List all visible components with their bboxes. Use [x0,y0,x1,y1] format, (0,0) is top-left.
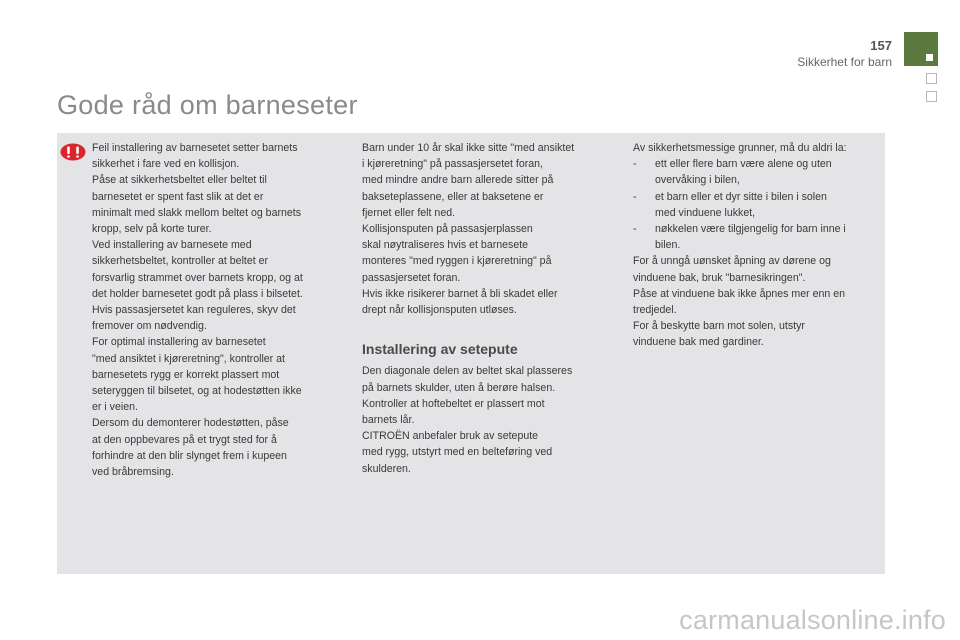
text-line: Av sikkerhetsmessige grunner, må du aldri la: [633,142,847,154]
text-line: barnesetets rygg er korrekt plassert mot [92,368,280,381]
text-line: sikkerhet i fare ved en kollisjon. [92,158,240,171]
text-line: nøkkelen være tilgjengelig for barn inne i [655,223,846,236]
text-line: i kjøreretning" på passasjersetet foran, [362,158,543,171]
text-line: ett eller flere barn være alene og uten [655,158,832,171]
text-line: med rygg, utstyrt med en belteføring ved [362,446,553,459]
column-airbag [362,140,612,477]
text-line: sikkerhetsbeltet, kontroller at beltet er [92,255,269,268]
text-line: barnets lår. [362,414,415,427]
content-panel [57,133,885,574]
text-line: fjernet eller felt ned. [362,206,456,219]
text-line: at den oppbevares på et trygt sted for å [92,433,277,446]
watermark: carmanualsonline.info [679,605,946,635]
text-line: Påse at sikkerhetsbeltet eller beltet til [92,174,267,187]
text-line: vinduene bak, bruk "barnesikringen". [633,271,806,284]
text-line: Feil installering av barnesetet setter barnets [92,142,298,154]
text-line: bakseteplassene, eller at baksetene er [362,190,544,203]
text-line: minimalt med slakk mellom beltet og barnets [92,206,302,219]
text-line: Ved installering av barnesete med [92,239,252,252]
text-line: For optimal installering av barnesetet [92,336,266,349]
text-line: drept når kollisjonsputen utløses. [362,304,517,317]
text-line: Kollisjonsputen på passasjerplassen [362,223,533,236]
text-line: Kontroller at hoftebeltet er plassert mot [362,397,545,410]
column-safety-rules [633,140,881,351]
text-line: et barn eller et dyr sitte i bilen i solen [655,190,827,203]
text-line: Påse at vinduene bak ikke åpnes mer enn en [633,287,846,300]
text-line: med vinduene lukket, [655,206,756,219]
text-line: skal nøytraliseres hvis et barnesete [362,239,529,252]
text-line: bilen. [655,239,681,252]
section-name: Sikkerhet for barn [797,55,892,69]
text-line: seteryggen til bilsetet, og at hodestøtten ikke [92,385,302,398]
text-line: Den diagonale delen av beltet skal plasseres [362,365,573,378]
text-line: Barn under 10 år skal ikke sitte "med ansiktet [362,142,575,154]
text-line: overvåking i bilen, [655,174,740,187]
list-dash: - [633,158,637,171]
text-line: det holder barnesetet godt på plass i bilsetet. [92,287,303,300]
text-line: CITROËN anbefaler bruk av setepute [362,430,539,443]
page-number: 157 [870,38,892,53]
warning-exclamation-icon [60,143,86,161]
text-line: Hvis passasjersetet kan reguleres, skyv det [92,304,296,317]
text-line: vinduene bak med gardiner. [633,336,764,349]
text-line: passasjersetet foran. [362,271,461,284]
list-item [633,189,881,221]
text-line: forsvarlig strammet over barnets kropp, og at [92,271,303,284]
text-line: forhindre at den blir slynget frem i kupeen [92,449,287,462]
section-heading: Installering av setepute [362,341,518,358]
text-line: Hvis ikke risikerer barnet å bli skadet eller [362,287,558,300]
page-title: Gode råd om barneseter [57,90,358,120]
text-line: skulderen. [362,462,411,475]
text-line: For å unngå uønsket åpning av dørene og [633,255,831,268]
list-dash: - [633,223,637,236]
text-line: kropp, selv på korte turer. [92,223,212,236]
section-tab-marker [904,32,938,66]
text-line: tredjedel. [633,304,677,317]
text-line: fremover om nødvendig. [92,320,207,333]
list-item [633,221,881,253]
box-outline-2 [926,91,937,102]
list-item [633,156,881,188]
tab-mark [926,54,933,61]
text-line: monteres "med ryggen i kjøreretning" på [362,255,552,268]
text-line: For å beskytte barn mot solen, utstyr [633,320,805,333]
text-line: med mindre andre barn allerede sitter på [362,174,554,187]
list-dash: - [633,190,637,203]
text-line: på barnets skulder, uten å berøre halsen. [362,381,556,394]
text-line: barnesetet er spent fast slik at det er [92,190,264,203]
text-line: ved bråbremsing. [92,466,174,479]
column-warning [92,140,344,480]
text-line: er i veien. [92,401,138,414]
text-line: Dersom du demonterer hodestøtten, påse [92,417,289,430]
box-outline-1 [926,73,937,84]
text-line: "med ansiktet i kjøreretning", kontroller at [92,352,285,365]
